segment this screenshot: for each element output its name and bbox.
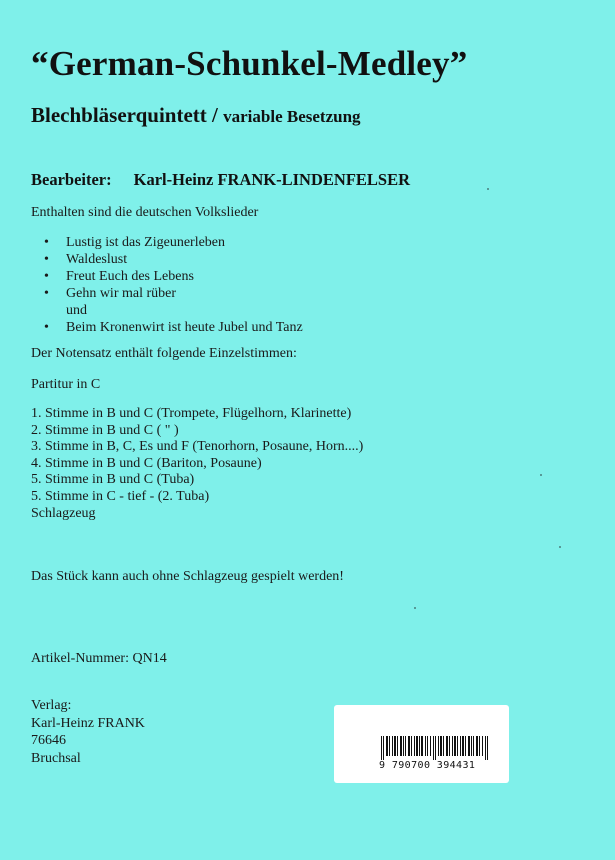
article-number: Artikel-Nummer: QN14 [31, 651, 167, 666]
publisher-city: Bruchsal [31, 750, 81, 766]
song-title: Waldeslust [66, 252, 128, 267]
barcode-icon [381, 736, 489, 760]
paper-speck [559, 546, 561, 548]
bullet-icon: • [44, 235, 49, 250]
voice-list [31, 406, 363, 522]
voice-item: 1. Stimme in B und C (Trompete, Flügelhorn, Klarinette) [31, 406, 352, 421]
bullet-icon: • [44, 252, 49, 267]
percussion-note: Das Stück kann auch ohne Schlagzeug gespielt werden! [31, 569, 344, 584]
list-item [44, 285, 303, 302]
bullet-icon: • [44, 320, 49, 335]
publisher-zip: 76646 [31, 733, 66, 748]
voice-item: 4. Stimme in B und C (Bariton, Posaune) [31, 455, 262, 471]
subtitle-main: Blechbläserquintett / [31, 103, 224, 127]
bullet-icon: • [44, 286, 49, 301]
barcode-label [334, 705, 509, 783]
song-title: Lustig ist das Zigeunerleben [66, 235, 226, 250]
page-title: “German-Schunkel-Medley” [31, 44, 468, 83]
parts-intro: Der Notensatz enthält folgende Einzelstimmen: [31, 346, 297, 361]
song-title: Beim Kronenwirt ist heute Jubel und Tanz [66, 320, 303, 335]
subtitle-small: variable Besetzung [223, 107, 361, 126]
song-title: Gehn wir mal rüber [66, 286, 177, 301]
bullet-icon: • [44, 269, 49, 284]
subtitle [31, 103, 361, 128]
arranger-name: Karl-Heinz FRANK-LINDENFELSER [133, 170, 410, 189]
score-line: Partitur in C [31, 377, 101, 392]
list-item [44, 302, 303, 319]
arranger-line [31, 170, 410, 190]
publisher-name: Karl-Heinz FRANK [31, 715, 145, 731]
list-item [44, 251, 303, 268]
voice-item: 5. Stimme in B und C (Tuba) [31, 472, 195, 488]
list-item [44, 268, 303, 285]
list-item [44, 234, 303, 251]
publisher-label: Verlag: [31, 698, 72, 713]
paper-speck [414, 607, 416, 609]
voice-item: Schlagzeug [31, 505, 96, 521]
song-title: Freut Euch des Lebens [66, 269, 194, 284]
list-item [44, 319, 303, 336]
song-list [44, 234, 303, 336]
barcode-number: 9 790700 394431 [379, 760, 476, 771]
publisher-block [31, 697, 145, 767]
voice-item: 5. Stimme in C - tief - (2. Tuba) [31, 488, 210, 504]
voice-item: 2. Stimme in B und C ( " ) [31, 422, 179, 438]
voice-item: 3. Stimme in B, C, Es und F (Tenorhorn, Posaune, Horn....) [31, 439, 364, 455]
paper-speck [487, 188, 489, 190]
intro-text: Enthalten sind die deutschen Volkslieder [31, 205, 259, 220]
song-connector: und [66, 303, 87, 318]
paper-speck [540, 474, 542, 476]
arranger-label: Bearbeiter: [31, 170, 112, 189]
